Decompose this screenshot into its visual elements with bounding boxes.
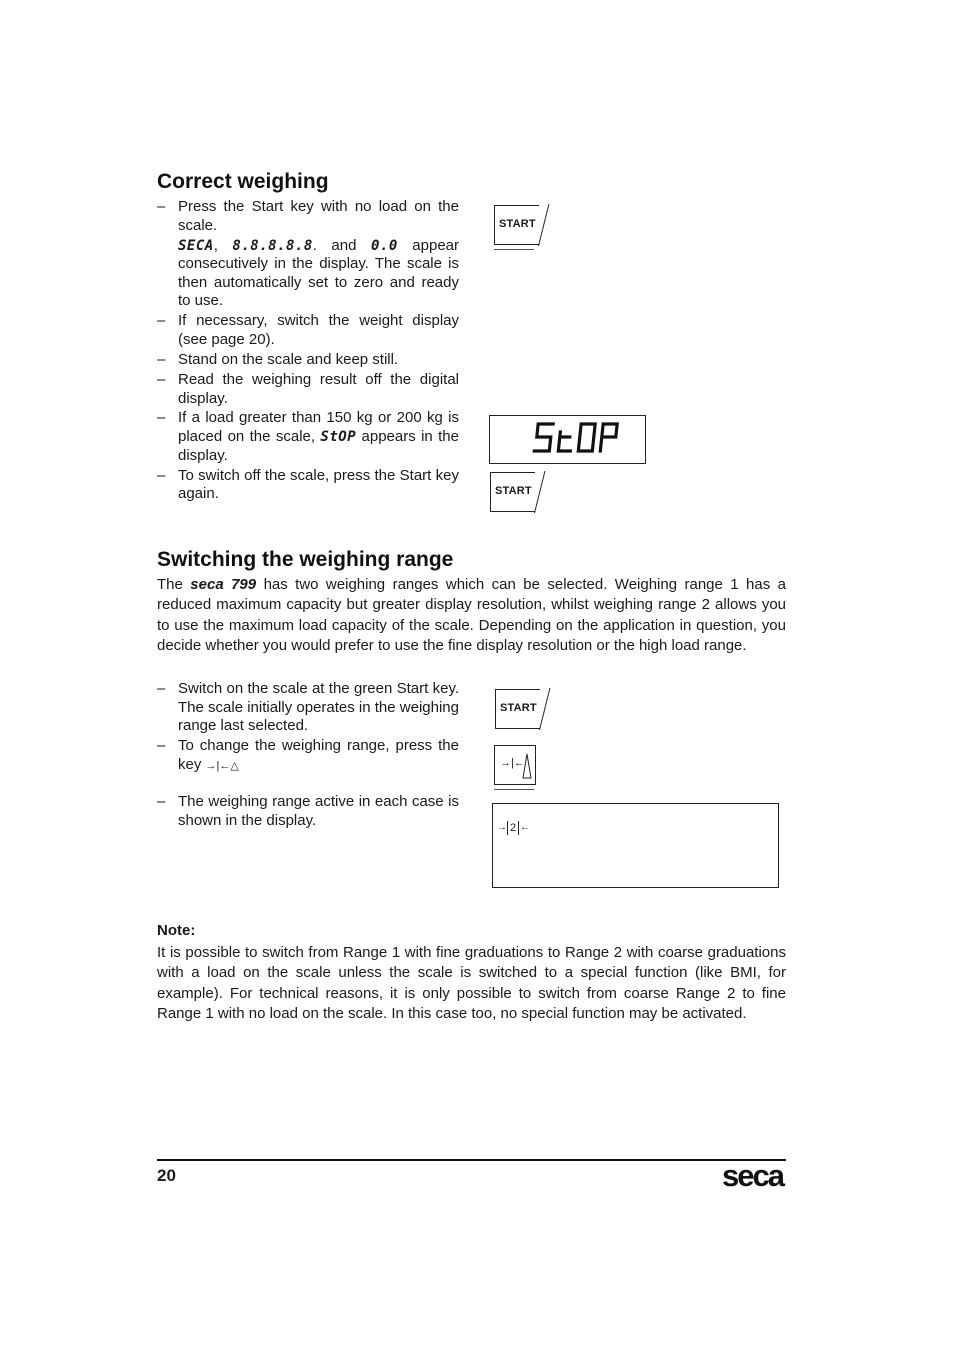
heading-correct-weighing: Correct weighing	[157, 170, 329, 193]
list-item: – Press the Start key with no load on the scale.	[157, 198, 459, 234]
note-paragraph: It is possible to switch from Range 1 with fine graduations to Range 2 with coarse graduations with a load on the scale unless the scale is switched to a special function (like BMI, for example). For technical reasons, it is only possible to switch from coarse Range 2 to fine Range 1 with no load on the scale. In this case too, no special function may be activated.	[157, 944, 786, 1023]
seca-logo: seca	[722, 1158, 783, 1193]
list-item: – Switch on the scale at the green Start key. The scale initially operates in the weighing range last selected.	[157, 680, 459, 735]
list-item: SECA, 8.8.8.8.8. and 0.0 appear consecutively in the display. The scale is then automatically set to zero and ready to use.	[178, 236, 460, 310]
list-item: – Stand on the scale and keep still.	[157, 350, 399, 368]
range-key-symbol-icon: →|←△	[205, 759, 239, 772]
correct-weighing-steps	[157, 198, 459, 505]
range-arrow-right-icon: ←	[520, 822, 530, 833]
lcd-seca-text: SECA	[178, 237, 214, 254]
brand-model: seca 799	[190, 576, 257, 593]
list-item: – To switch off the scale, press the Start key again.	[157, 466, 459, 503]
range-display-illustration	[492, 803, 779, 888]
heading-switching-weighing-range: Switching the weighing range	[157, 548, 454, 571]
lcd-stop-text: StOP	[320, 429, 357, 446]
list-item: – If a load greater than 150 kg or 200 kg is placed on the scale, StOP appears in the display.	[157, 409, 459, 464]
range-arrows-icon: →|←	[500, 757, 525, 769]
list-item: – The weighing range active in each case is shown in the display.	[157, 793, 459, 829]
list-item: – Read the weighing result off the digital display.	[157, 370, 459, 407]
range-arrow-left-icon: →	[497, 822, 507, 833]
range-indicator: 2	[510, 822, 517, 834]
stop-lcd-graphic	[490, 416, 645, 463]
stop-display-illustration	[489, 415, 646, 464]
list-item: – If necessary, switch the weight display (see page 20).	[157, 312, 459, 348]
range-intro-paragraph: The seca 799 has two weighing ranges which can be selected. Weighing range 1 has a reduced maximum capacity but greater display resolution, whilst weighing range 2 allows you to use the maximum load capacity of the scale. Depending on the application in question, you decide whether you would prefer to use the fine display resolution or the high load range.	[157, 576, 786, 655]
range-key-illustration	[494, 745, 538, 791]
lcd-zero: 0.0	[370, 237, 398, 254]
footer-rule	[157, 1159, 786, 1161]
note-heading: Note:	[157, 922, 196, 939]
triangle-icon	[522, 753, 532, 779]
range-steps	[157, 680, 459, 832]
page-number: 20	[157, 1166, 176, 1185]
list-item: – To change the weighing range, press the key →|←△	[157, 737, 459, 773]
lcd-test-pattern: 8.8.8.8.8	[232, 237, 313, 254]
